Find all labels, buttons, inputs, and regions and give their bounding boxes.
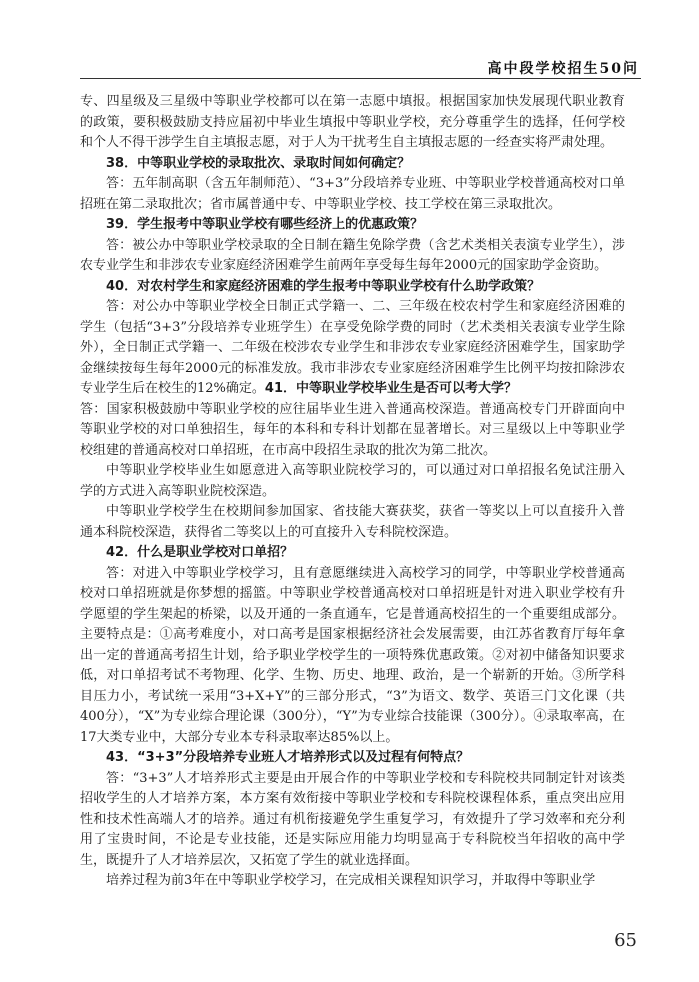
answer-39: 答：被公办中等职业学校录取的全日制在籍生免除学费（含艺术类相关表演专业学生），涉农专业学生和非涉农专业家庭经济困难学生前两年享受每生每年2000元的国家助学金资助。 [80, 237, 625, 273]
question-38: 38．中等职业学校的录取批次、录取时间如何确定？ [106, 155, 411, 171]
running-title: 高中段学校招生50问 [487, 61, 639, 77]
answer-42: 答：对进入中等职业学校学习，且有意愿继续进入高校学习的同学，中等职业学校普通高校对口单招班就是你梦想的摇篮。中等职业学校普通高校对口单招班是针对进入职业学校有升学愿望的学生架起的桥梁，以及开通的一条直通车，它是普通高校招生的一个重要组成部分。主要特点是：①高考难度小，对口高考是国家根据经济社会发展需要，由江苏省教育厅每年拿出一定的普通高考招生计划，给予职业学校学生的一项特殊优惠政策。②对初中储备知识要求低，对口单招考试不考物理、化学、生物、历史、地理、政治，是一个崭新的开始。③所学科目压力小，考试统一采用“3+X+Y”的三部分形式，“3”为语文、数学、英语三门文化课（共400分），“X”为专业综合理论课（300分），“Y”为专业综合技能课（300分）。④录取率高，在17大类专业中，大部分专业本专科录取率达85%以上。 [80, 565, 625, 745]
answer-43: 答：“3+3”人才培养形式主要是由开展合作的中等职业学校和专科院校共同制定针对该类招收学生的人才培养方案，本方案有效衔接中等职业学校和专科院校课程体系，重点突出应用性和技术性高端人才的培养。通过有机衔接避免学生重复学习，有效提升了学习效率和充分利用了宝贵时间，不论是专业技能，还是实际应用能力均明显高于专科院校当年招收的高中学生，既提升了人才培养层次，又拓宽了学生的就业选择面。 [80, 770, 625, 868]
page-number: 65 [614, 930, 637, 951]
answer-40-text: 答：对公办中等职业学校全日制正式学籍一、二、三年级在校农村学生和家庭经济困难的学生（包括“3+3”分段培养专业班学生）在享受免除学费的同时（艺术类相关表演专业学生除外），全日制正式学籍一、二年级在校涉农专业学生和非涉农专业家庭经济困难学生，国家助学金继续按每生每年2000元的标准发放。我市非涉农专业家庭经济困难学生比例平均按扣除涉农专业学生后在校生的12%确定。 [80, 299, 625, 396]
answer-38: 答：五年制高职（含五年制师范）、“3+3”分段培养专业班、中等职业学校普通高校对口单招班在第二录取批次；省市属普通中专、中等职业学校、技工学校在第三录取批次。 [80, 176, 625, 212]
answer-41: 答：国家积极鼓励中等职业学校的应往届毕业生进入普通高校深造。普通高校专门开辟面向中等职业学校的对口单独招生，每年的本科和专科计划都在显著增长。对三星级以上中等职业学校组建的普通高校对口单招班，在市高中段招生录取的批次为第二批次。 [80, 401, 625, 458]
answer-41-para-2: 中等职业学校毕业生如愿意进入高等职业院校学习的，可以通过对口单招报名免试注册入学的方式进入高等职业院校深造。 [80, 463, 625, 499]
answer-41-para-3: 中等职业学校学生在校期间参加国家、省技能大赛获奖，获省一等奖以上可以直接升入普通本科院校深造，获得省二等奖以上的可直接升入专科院校深造。 [80, 504, 625, 540]
header-rule [80, 78, 641, 79]
question-40: 40．对农村学生和家庭经济困难的学生报考中等职业学校有什么助学政策？ [106, 278, 541, 294]
page-header [0, 0, 699, 90]
answer-40 [80, 297, 625, 400]
question-41: 41．中等职业学校毕业生是否可以考大学？ [264, 381, 517, 396]
question-43: 43．“3+3”分段培养专业班人才培养形式以及过程有何特点？ [106, 750, 470, 765]
answer-43-para-2: 培养过程为前3年在中等职业学校学习，在完成相关课程知识学习，并取得中等职业学 [106, 873, 596, 888]
question-39: 39．学生报考中等职业学校有哪些经济上的优惠政策？ [106, 217, 424, 232]
page-body [80, 92, 625, 892]
question-42: 42．什么是职业学校对口单招？ [106, 545, 294, 560]
paragraph-continued: 专、四星级及三星级中等职业学校都可以在第一志愿中填报。根据国家加快发展现代职业教育的政策，要积极鼓励支持应届初中毕业生填报中等职业学校，充分尊重学生的选择，任何学校和个人不得干涉学生自主填报志愿，对于人为干扰考生自主填报志愿的一经查实将严肃处理。 [80, 94, 625, 150]
